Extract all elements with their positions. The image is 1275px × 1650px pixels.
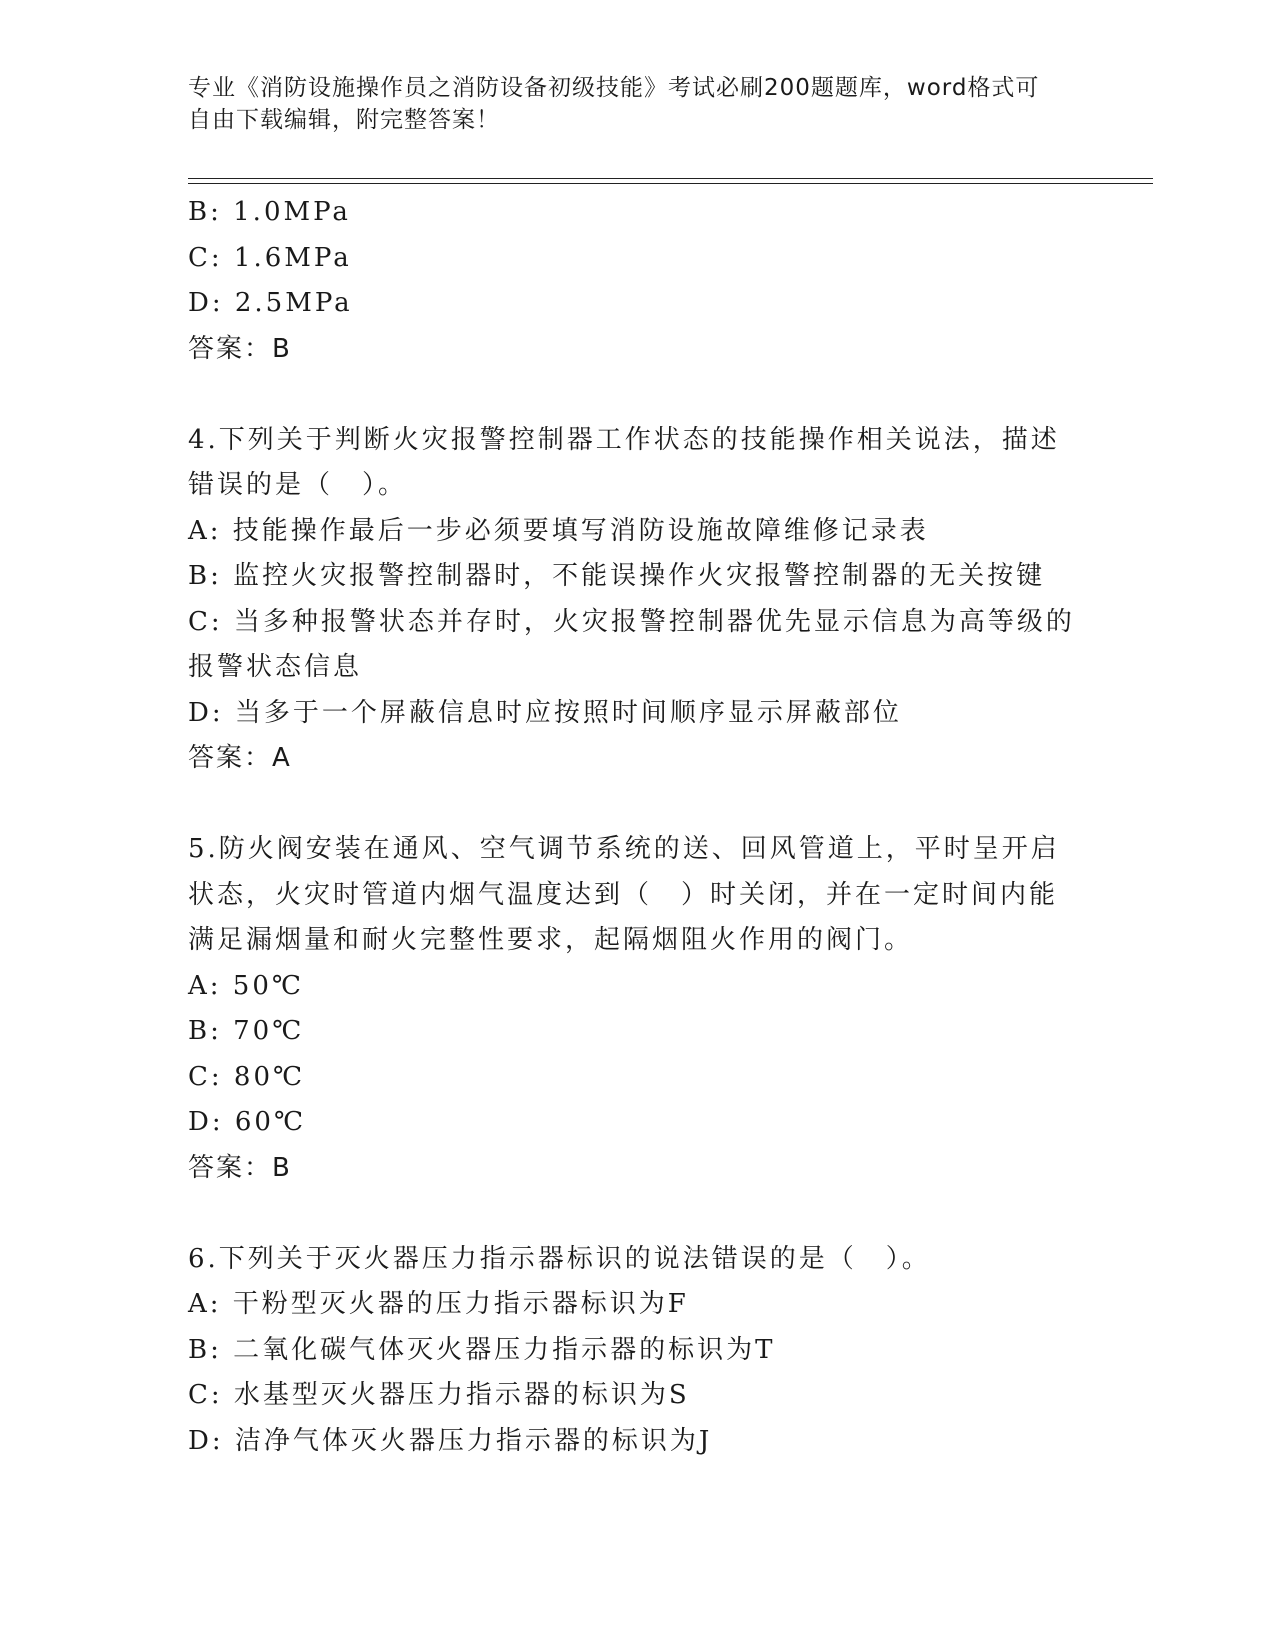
spacer bbox=[188, 372, 1088, 418]
q5-stem-line-2: 状态，火灾时管道内烟气温度达到（ ）时关闭，并在一定时间内能 bbox=[188, 879, 1059, 910]
q4-option-c-line-2: 报警状态信息 bbox=[188, 652, 363, 682]
q6-option-b: B: 二氧化碳气体灭火器压力指示器的标识为T bbox=[188, 1334, 776, 1365]
q3-option-d: D: 2.5MPa bbox=[188, 288, 353, 318]
q5-answer: 答案：B bbox=[188, 1152, 292, 1183]
q5-option-c: C: 80℃ bbox=[188, 1061, 306, 1092]
header-divider-bottom bbox=[188, 183, 1153, 184]
question-5 bbox=[188, 827, 1088, 1191]
q4-option-c-line-1: C: 当多种报警状态并存时，火灾报警控制器优先显示信息为高等级的 bbox=[188, 606, 1075, 637]
spacer bbox=[188, 1191, 1088, 1237]
q5-option-b: B: 70℃ bbox=[188, 1016, 305, 1046]
header-divider-top bbox=[188, 178, 1153, 179]
q6-stem: 6.下列关于灭火器压力指示器标识的说法错误的是（ ）。 bbox=[188, 1243, 931, 1274]
question-4 bbox=[188, 418, 1088, 782]
q4-option-d: D: 当多于一个屏蔽信息时应按照时间顺序显示屏蔽部位 bbox=[188, 697, 902, 728]
header-line-2: 自由下载编辑，附完整答案！ bbox=[188, 107, 500, 133]
header-line-1: 专业《消防设施操作员之消防设备初级技能》考试必刷200题题库，word格式可 bbox=[188, 75, 1040, 101]
q4-stem-line-2: 错误的是（ ）。 bbox=[188, 470, 408, 500]
q3-answer: 答案：B bbox=[188, 333, 292, 364]
q4-stem-line-1: 4.下列关于判断火灾报警控制器工作状态的技能操作相关说法，描述 bbox=[188, 424, 1060, 455]
q5-option-a: A: 50℃ bbox=[188, 970, 304, 1001]
q3-option-c: C: 1.6MPa bbox=[188, 242, 352, 273]
q5-option-d: D: 60℃ bbox=[188, 1107, 307, 1137]
q4-answer: 答案：A bbox=[188, 743, 292, 773]
question-3 bbox=[188, 190, 1088, 372]
q6-option-c: C: 水基型灭火器压力指示器的标识为S bbox=[188, 1380, 690, 1410]
q6-option-a: A: 干粉型灭火器的压力指示器标识为F bbox=[188, 1289, 689, 1319]
question-6 bbox=[188, 1237, 1088, 1465]
spacer bbox=[188, 782, 1088, 828]
q3-option-b: B: 1.0MPa bbox=[188, 197, 351, 227]
q4-option-a: A: 技能操作最后一步必须要填写消防设施故障维修记录表 bbox=[188, 515, 929, 546]
q5-stem-line-1: 5.防火阀安装在通风、空气调节系统的送、回风管道上，平时呈开启 bbox=[188, 834, 1060, 864]
q6-option-d: D: 洁净气体灭火器压力指示器的标识为J bbox=[188, 1425, 713, 1456]
q4-option-b: B: 监控火灾报警控制器时，不能误操作火灾报警控制器的无关按键 bbox=[188, 561, 1046, 591]
q5-stem-line-3: 满足漏烟量和耐火完整性要求，起隔烟阻火作用的阀门。 bbox=[188, 925, 914, 955]
document-header bbox=[188, 72, 1088, 136]
document-body bbox=[188, 190, 1088, 1464]
